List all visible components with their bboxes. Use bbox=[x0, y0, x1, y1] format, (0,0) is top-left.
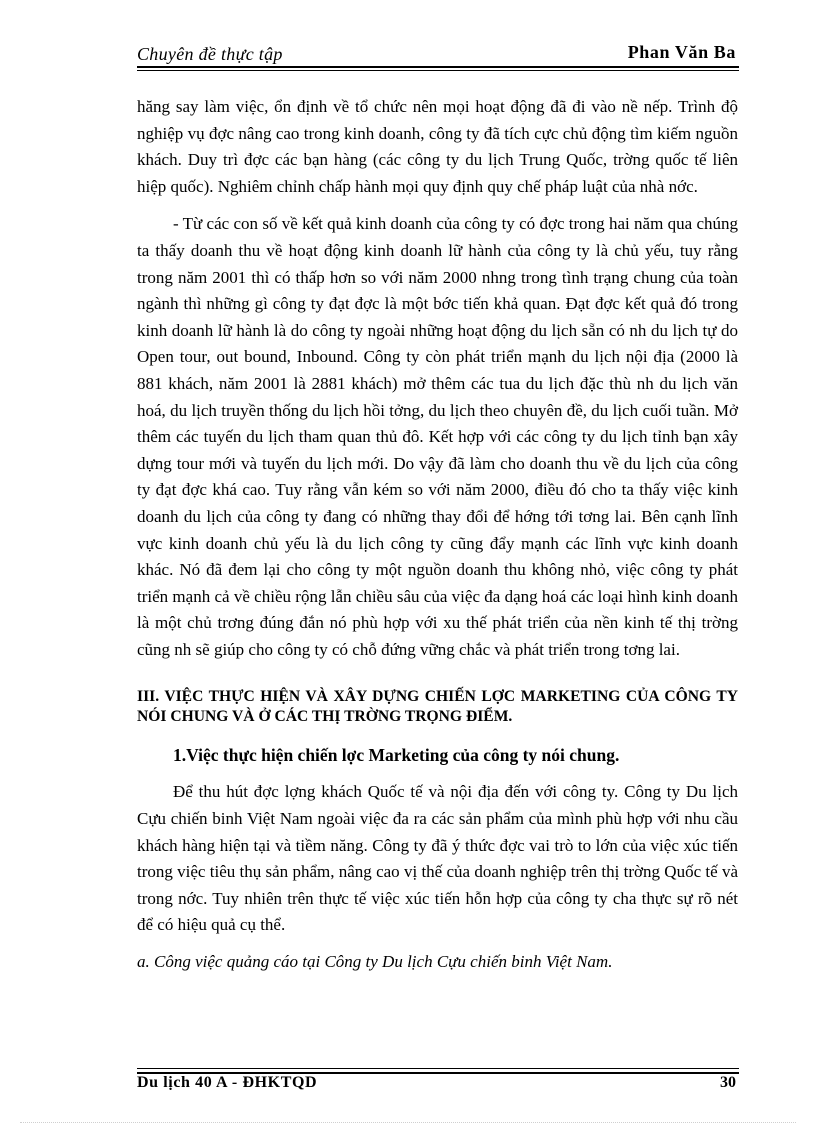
header-rule-thin bbox=[137, 70, 739, 71]
paragraph: Để thu hút đợc lợng khách Quốc tế và nội địa đến với công ty. Công ty Du lịch Cựu chiến binh Việt Nam ngoài việc đa ra các sản phẩm của mình phù hợp với nhu cầu khách hàng hiện tại và tiềm năng. Công ty đã ý thức đợc vai trò to lớn của việc xúc tiến trong việc tiêu thụ sản phẩm, nâng cao vị thế của doanh nghiệp trên thị trờng Quốc tế và trong nớc. Tuy nhiên trên thực tế việc xúc tiến hỗn hợp của công ty cha thực sự rõ nét để có hiệu quả cụ thể. bbox=[137, 782, 738, 935]
section-heading: III. VIỆC THỰC HIỆN VÀ XÂY DỰNG CHIẾN LỢC MARKETING CỦA CÔNG TY NÓI CHUNG VÀ Ở CÁC THỊ TRỜNG TRỌNG ĐIỂM. bbox=[137, 688, 738, 726]
footer-course: Du lịch 40 A - ĐHKTQD bbox=[137, 1074, 318, 1091]
page-number: 30 bbox=[720, 1074, 736, 1091]
paragraph: hăng say làm việc, ổn định về tổ chức nên mọi hoạt động đã đi vào nề nếp. Trình độ nghiệp vụ đợc nâng cao trong kinh doanh, công ty đã tích cực chủ động tìm kiếm nguồn khách. Duy trì đợc các bạn hàng (các công ty du lịch Trung Quốc, trờng quốc tế liên hiệp quốc). Nghiêm chỉnh chấp hành mọi quy định quy chế pháp luật của nhà nớc. bbox=[137, 97, 738, 196]
header-rule bbox=[137, 66, 739, 68]
header-author: Phan Văn Ba bbox=[627, 42, 736, 62]
document-body bbox=[137, 94, 738, 974]
header-title: Chuyên đề thực tập bbox=[137, 44, 283, 64]
subsection-a-heading: a. Công việc quảng cáo tại Công ty Du lịch Cựu chiến binh Việt Nam. bbox=[137, 952, 613, 972]
subsection-heading: 1.Việc thực hiện chiến lợc Marketing của công ty nói chung. bbox=[173, 745, 620, 766]
paragraph: - Từ các con số về kết quả kinh doanh của công ty có đợc trong hai năm qua chúng ta thấy doanh thu về hoạt động kinh doanh lữ hành của công ty là chủ yếu, tuy rằng trong năm 2001 thì có thấp hơn so với năm 2000 nhng trong tình trạng chung của toàn ngành thì những gì công ty đạt đợc là một bớc tiến khả quan. Đạt đợc kết quả đó trong kinh doanh lữ hành là do công ty ngoài những hoạt động du lịch sẵn có nh du lịch tự do Open tour, out bound, Inbound. Công ty còn phát triển mạnh du lịch nội địa (2000 là 881 khách, năm 2001 là 2881 khách) mở thêm các tua du lịch đặc thù nh du lịch văn hoá, du lịch truyền thống du lịch hồi tởng, du lịch theo chuyên đề, du lịch cuối tuần. Mở thêm các tuyến du lịch tham quan thủ đô. Kết hợp với các công ty du lịch tỉnh bạn xây dựng tour mới và tuyến du lịch mới. Do vậy đã làm cho doanh thu về du lịch của công ty đạt đợc khá cao. Tuy rằng vẫn kém so với năm 2000, điều đó cho ta thấy việc kinh doanh du lịch của công ty đang có những thay đổi để hớng tới tơng lai. Bên cạnh lĩnh vực kinh doanh chủ yếu là du lịch công ty cũng đẩy mạnh các lĩnh vực kinh doanh khác. Nó đã đem lại cho công ty một nguồn doanh thu không nhỏ, việc công ty phát triển mạnh cả về chiều rộng lẫn chiều sâu của việc đa dạng hoá các loại hình kinh doanh là một chủ trơng đúng đắn nó phù hợp với xu thế phát triển của nền kinh tế thị trờng cũng nh sẽ giúp cho công ty có chỗ đứng vững chắc và phát triển trong tơng lai. bbox=[137, 214, 738, 659]
footer-rule-thin bbox=[137, 1068, 739, 1069]
